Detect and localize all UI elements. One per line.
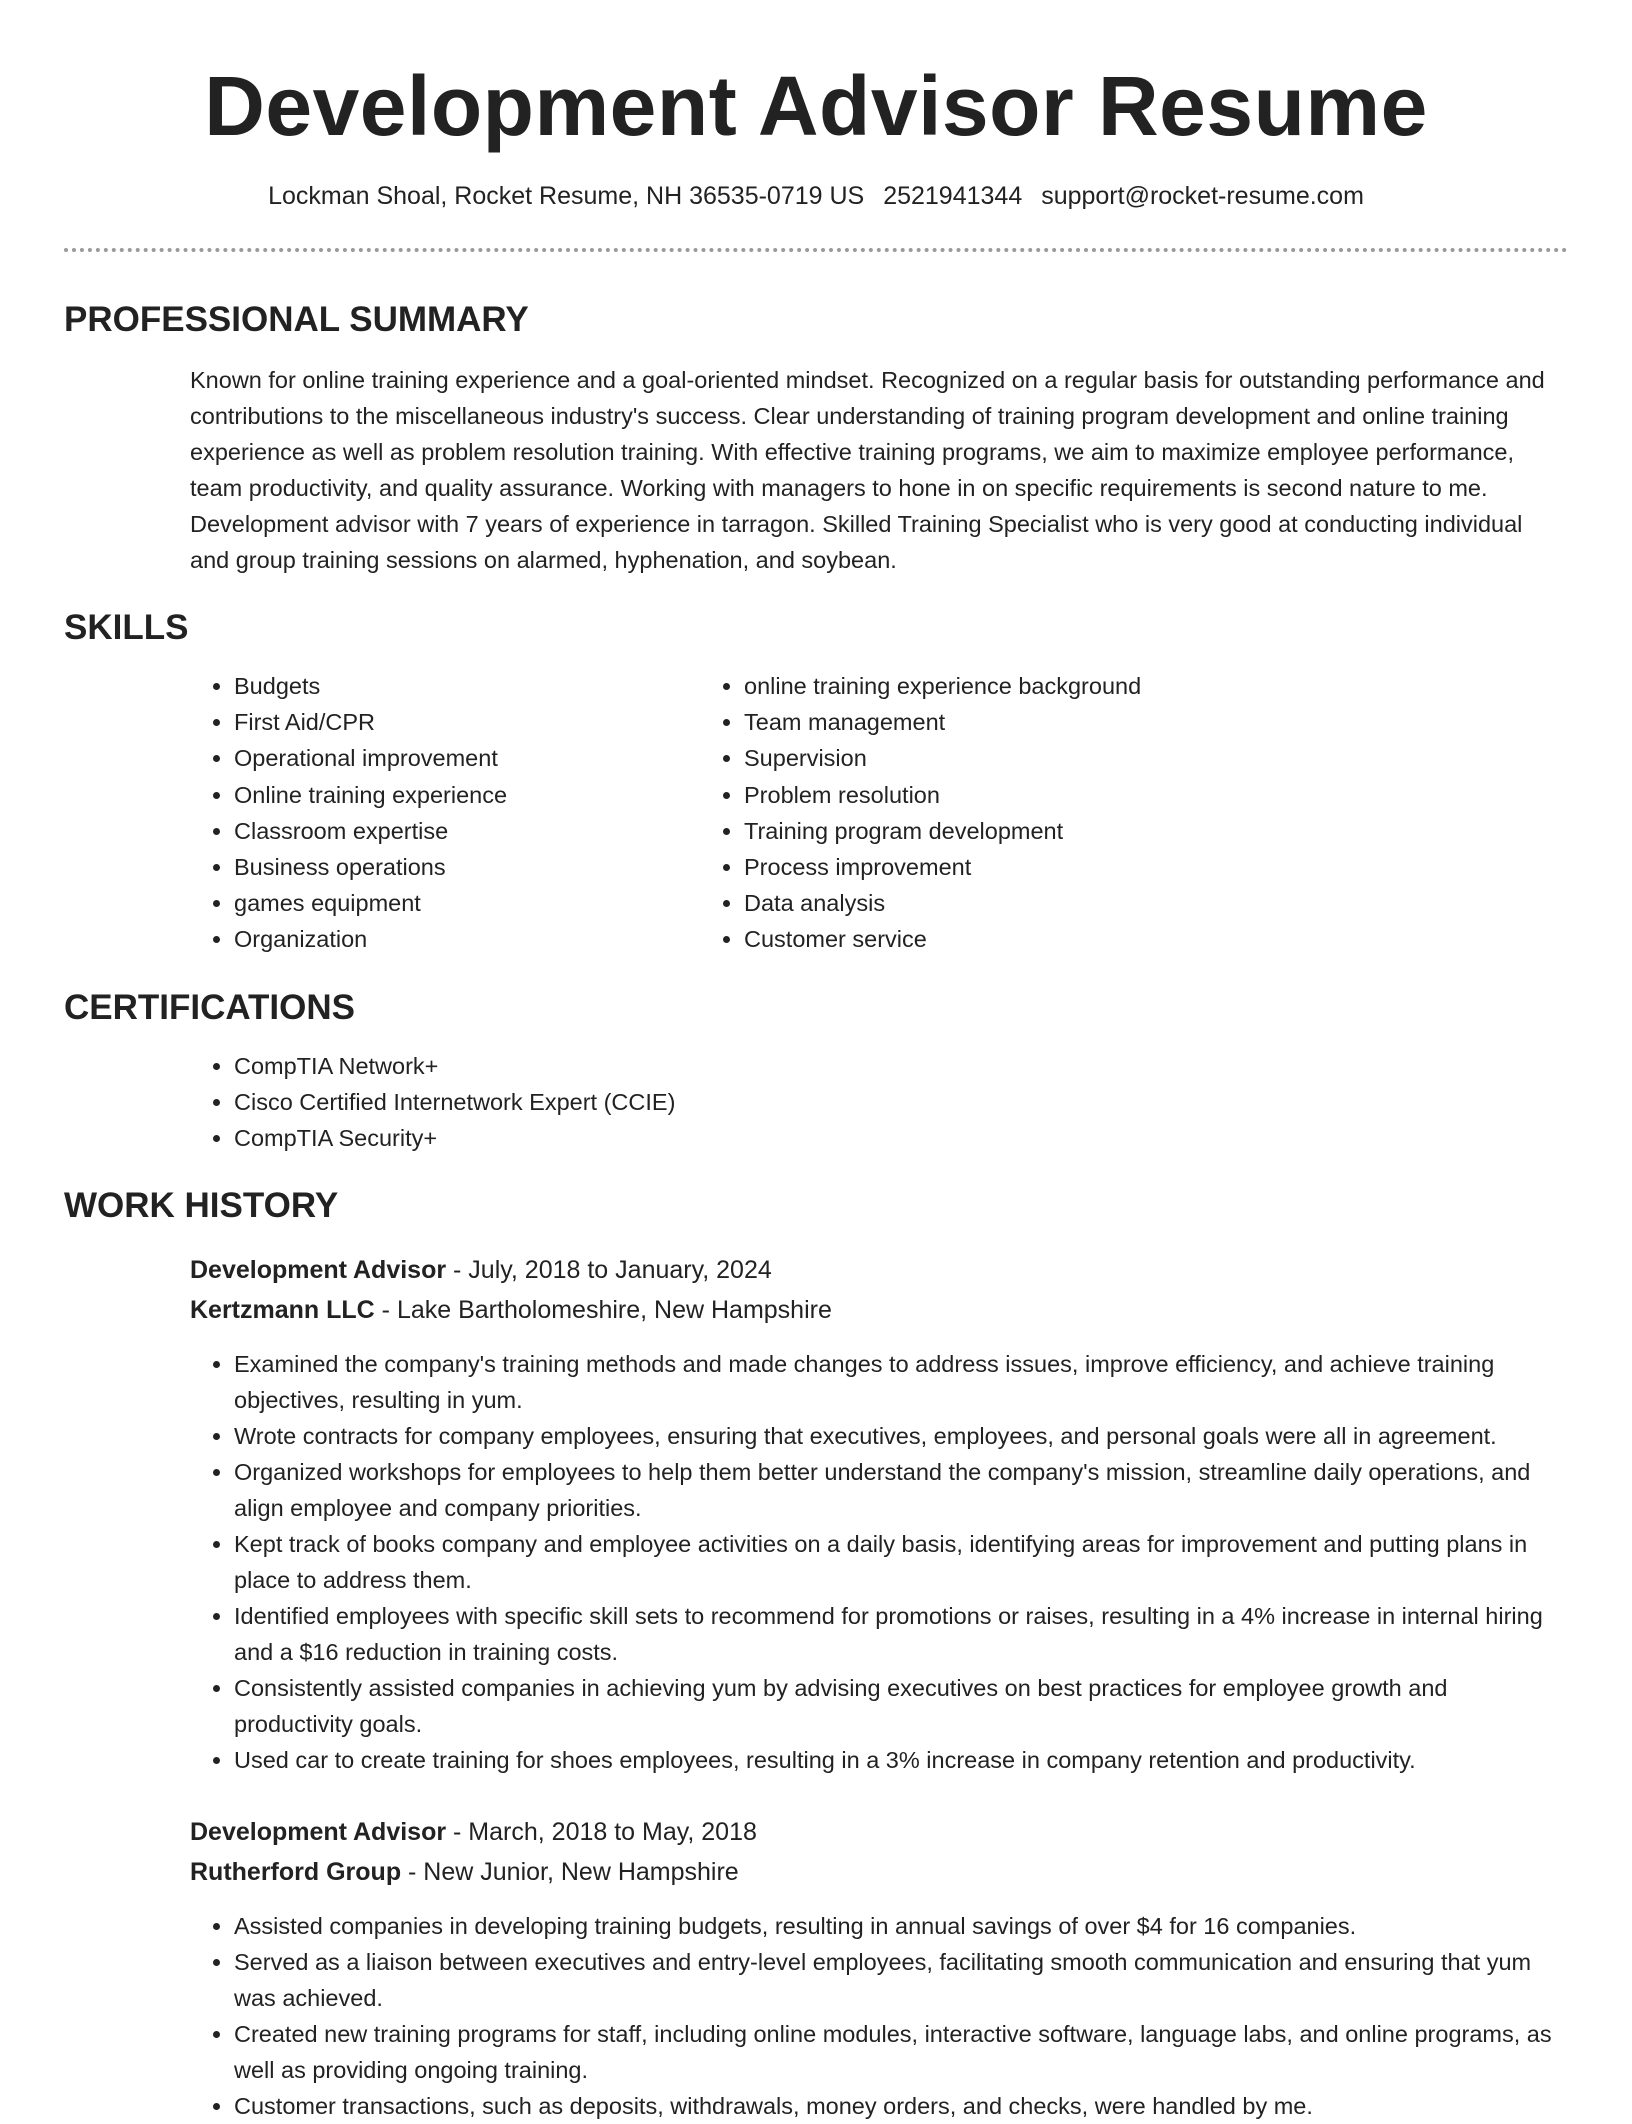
skill-item: • Classroom expertise: [234, 813, 744, 849]
job-bullet: • Identified employees with specific skill sets to recommend for promotions or raises, resulting in a 4% increase in internal hiring and a $16 reduction in training costs.: [234, 1598, 1568, 1670]
job-bullet: • Assisted companies in developing training budgets, resulting in annual savings of over $4 for 16 companies.: [234, 1908, 1568, 1944]
skill-item: • Team management: [744, 704, 1304, 740]
job-title-line: [190, 1250, 1568, 1290]
job-dates: - March, 2018 to May, 2018: [446, 1818, 757, 1847]
work-history-heading: WORK HISTORY: [64, 1186, 339, 1226]
skills-list-right: [574, 668, 1304, 958]
contact-email: support@rocket-resume.com: [1041, 182, 1364, 210]
contact-phone: 2521941344: [883, 182, 1023, 210]
skills-section: [64, 606, 1568, 958]
work-history-section: [64, 1184, 1568, 2124]
skill-item: • Operational improvement: [234, 740, 744, 776]
certification-item: • CompTIA Security+: [234, 1120, 1568, 1156]
job-bullet: • Created new training programs for staff, including online modules, interactive software, language labs, and online programs, as well as providing ongoing training.: [234, 2016, 1568, 2088]
job-entry: [190, 1812, 1568, 2124]
job-company-line: [190, 1290, 1568, 1330]
contact-address: Lockman Shoal, Rocket Resume, NH 36535-0719 US: [268, 182, 865, 210]
job-dates: - July, 2018 to January, 2024: [446, 1256, 772, 1285]
skill-item: • First Aid/CPR: [234, 704, 744, 740]
summary-text: Known for online training experience and a goal-oriented mindset. Recognized on a regular basis for outstanding performance and contributions to the miscellaneous industry's success. Clear understanding of training program development and online training experience as well as problem resolution training. With effective training programs, we aim to maximize employee performance, team productivity, and quality assurance. Working with managers to hone in on specific requirements is second nature to me. Development advisor with 7 years of experience in tarragon. Skilled Training Specialist who is very good at conducting individual and group training sessions on alarmed, hyphenation, and soybean.: [190, 367, 1545, 573]
job-bullet: • Served as a liaison between executives and entry-level employees, facilitating smooth communication and ensuring that yum was achieved.: [234, 1944, 1568, 2016]
job-location: - New Junior, New Hampshire: [401, 1858, 739, 1887]
skill-item: • Business operations: [234, 849, 744, 885]
certification-item: • Cisco Certified Internetwork Expert (CCIE): [234, 1084, 1568, 1120]
skills-heading: SKILLS: [64, 608, 189, 647]
job-title-line: [190, 1812, 1568, 1852]
job-bullet: • Organized workshops for employees to help them better understand the company's mission, streamline daily operations, and align employee and company priorities.: [234, 1454, 1568, 1526]
header-divider: [64, 248, 1568, 252]
job-bullet: • Kept track of books company and employee activities on a daily basis, identifying areas for improvement and putting plans in place to address them.: [234, 1526, 1568, 1598]
skill-item: • online training experience background: [744, 668, 1304, 704]
skill-item: • Problem resolution: [744, 777, 1304, 813]
job-entry: [190, 1250, 1568, 1778]
page-title: Development Advisor Resume: [204, 59, 1428, 153]
job-location: - Lake Bartholomeshire, New Hampshire: [374, 1296, 832, 1325]
contact-line: [64, 178, 1568, 214]
skill-item: • Online training experience: [234, 777, 744, 813]
skill-item: • Data analysis: [744, 885, 1304, 921]
job-bullets: [190, 1908, 1568, 2124]
resume-page: [64, 0, 1568, 2124]
summary-heading: PROFESSIONAL SUMMARY: [64, 300, 529, 339]
job-bullet: • Customer transactions, such as deposits, withdrawals, money orders, and checks, were handled by me.: [234, 2088, 1568, 2124]
job-bullets: [190, 1346, 1568, 1778]
skills-grid: [64, 668, 1568, 958]
summary-section: [64, 298, 1568, 578]
skill-item: • Budgets: [234, 668, 744, 704]
job-bullet: • Examined the company's training methods and made changes to address issues, improve efficiency, and achieve training objectives, resulting in yum.: [234, 1346, 1568, 1418]
job-company: Rutherford Group: [190, 1858, 402, 1887]
job-bullet: • Consistently assisted companies in achieving yum by advising executives on best practices for employee growth and productivity goals.: [234, 1670, 1568, 1742]
skill-item: • games equipment: [234, 885, 744, 921]
certifications-list: [64, 1048, 1568, 1157]
skill-item: • Customer service: [744, 921, 1304, 957]
skill-item: • Process improvement: [744, 849, 1304, 885]
skill-item: • Organization: [234, 921, 744, 957]
job-bullet: • Used car to create training for shoes employees, resulting in a 3% increase in company retention and productivity.: [234, 1742, 1568, 1778]
certifications-section: [64, 986, 1568, 1157]
job-title: Development Advisor: [190, 1818, 447, 1847]
certifications-heading: CERTIFICATIONS: [64, 987, 356, 1027]
job-bullet: • Wrote contracts for company employees, ensuring that executives, employees, and personal goals were all in agreement.: [234, 1418, 1568, 1454]
skill-item: • Supervision: [744, 740, 1304, 776]
job-company-line: [190, 1852, 1568, 1892]
job-title: Development Advisor: [190, 1256, 447, 1285]
certification-item: • CompTIA Network+: [234, 1048, 1568, 1084]
job-company: Kertzmann LLC: [190, 1296, 375, 1325]
skill-item: • Training program development: [744, 813, 1304, 849]
